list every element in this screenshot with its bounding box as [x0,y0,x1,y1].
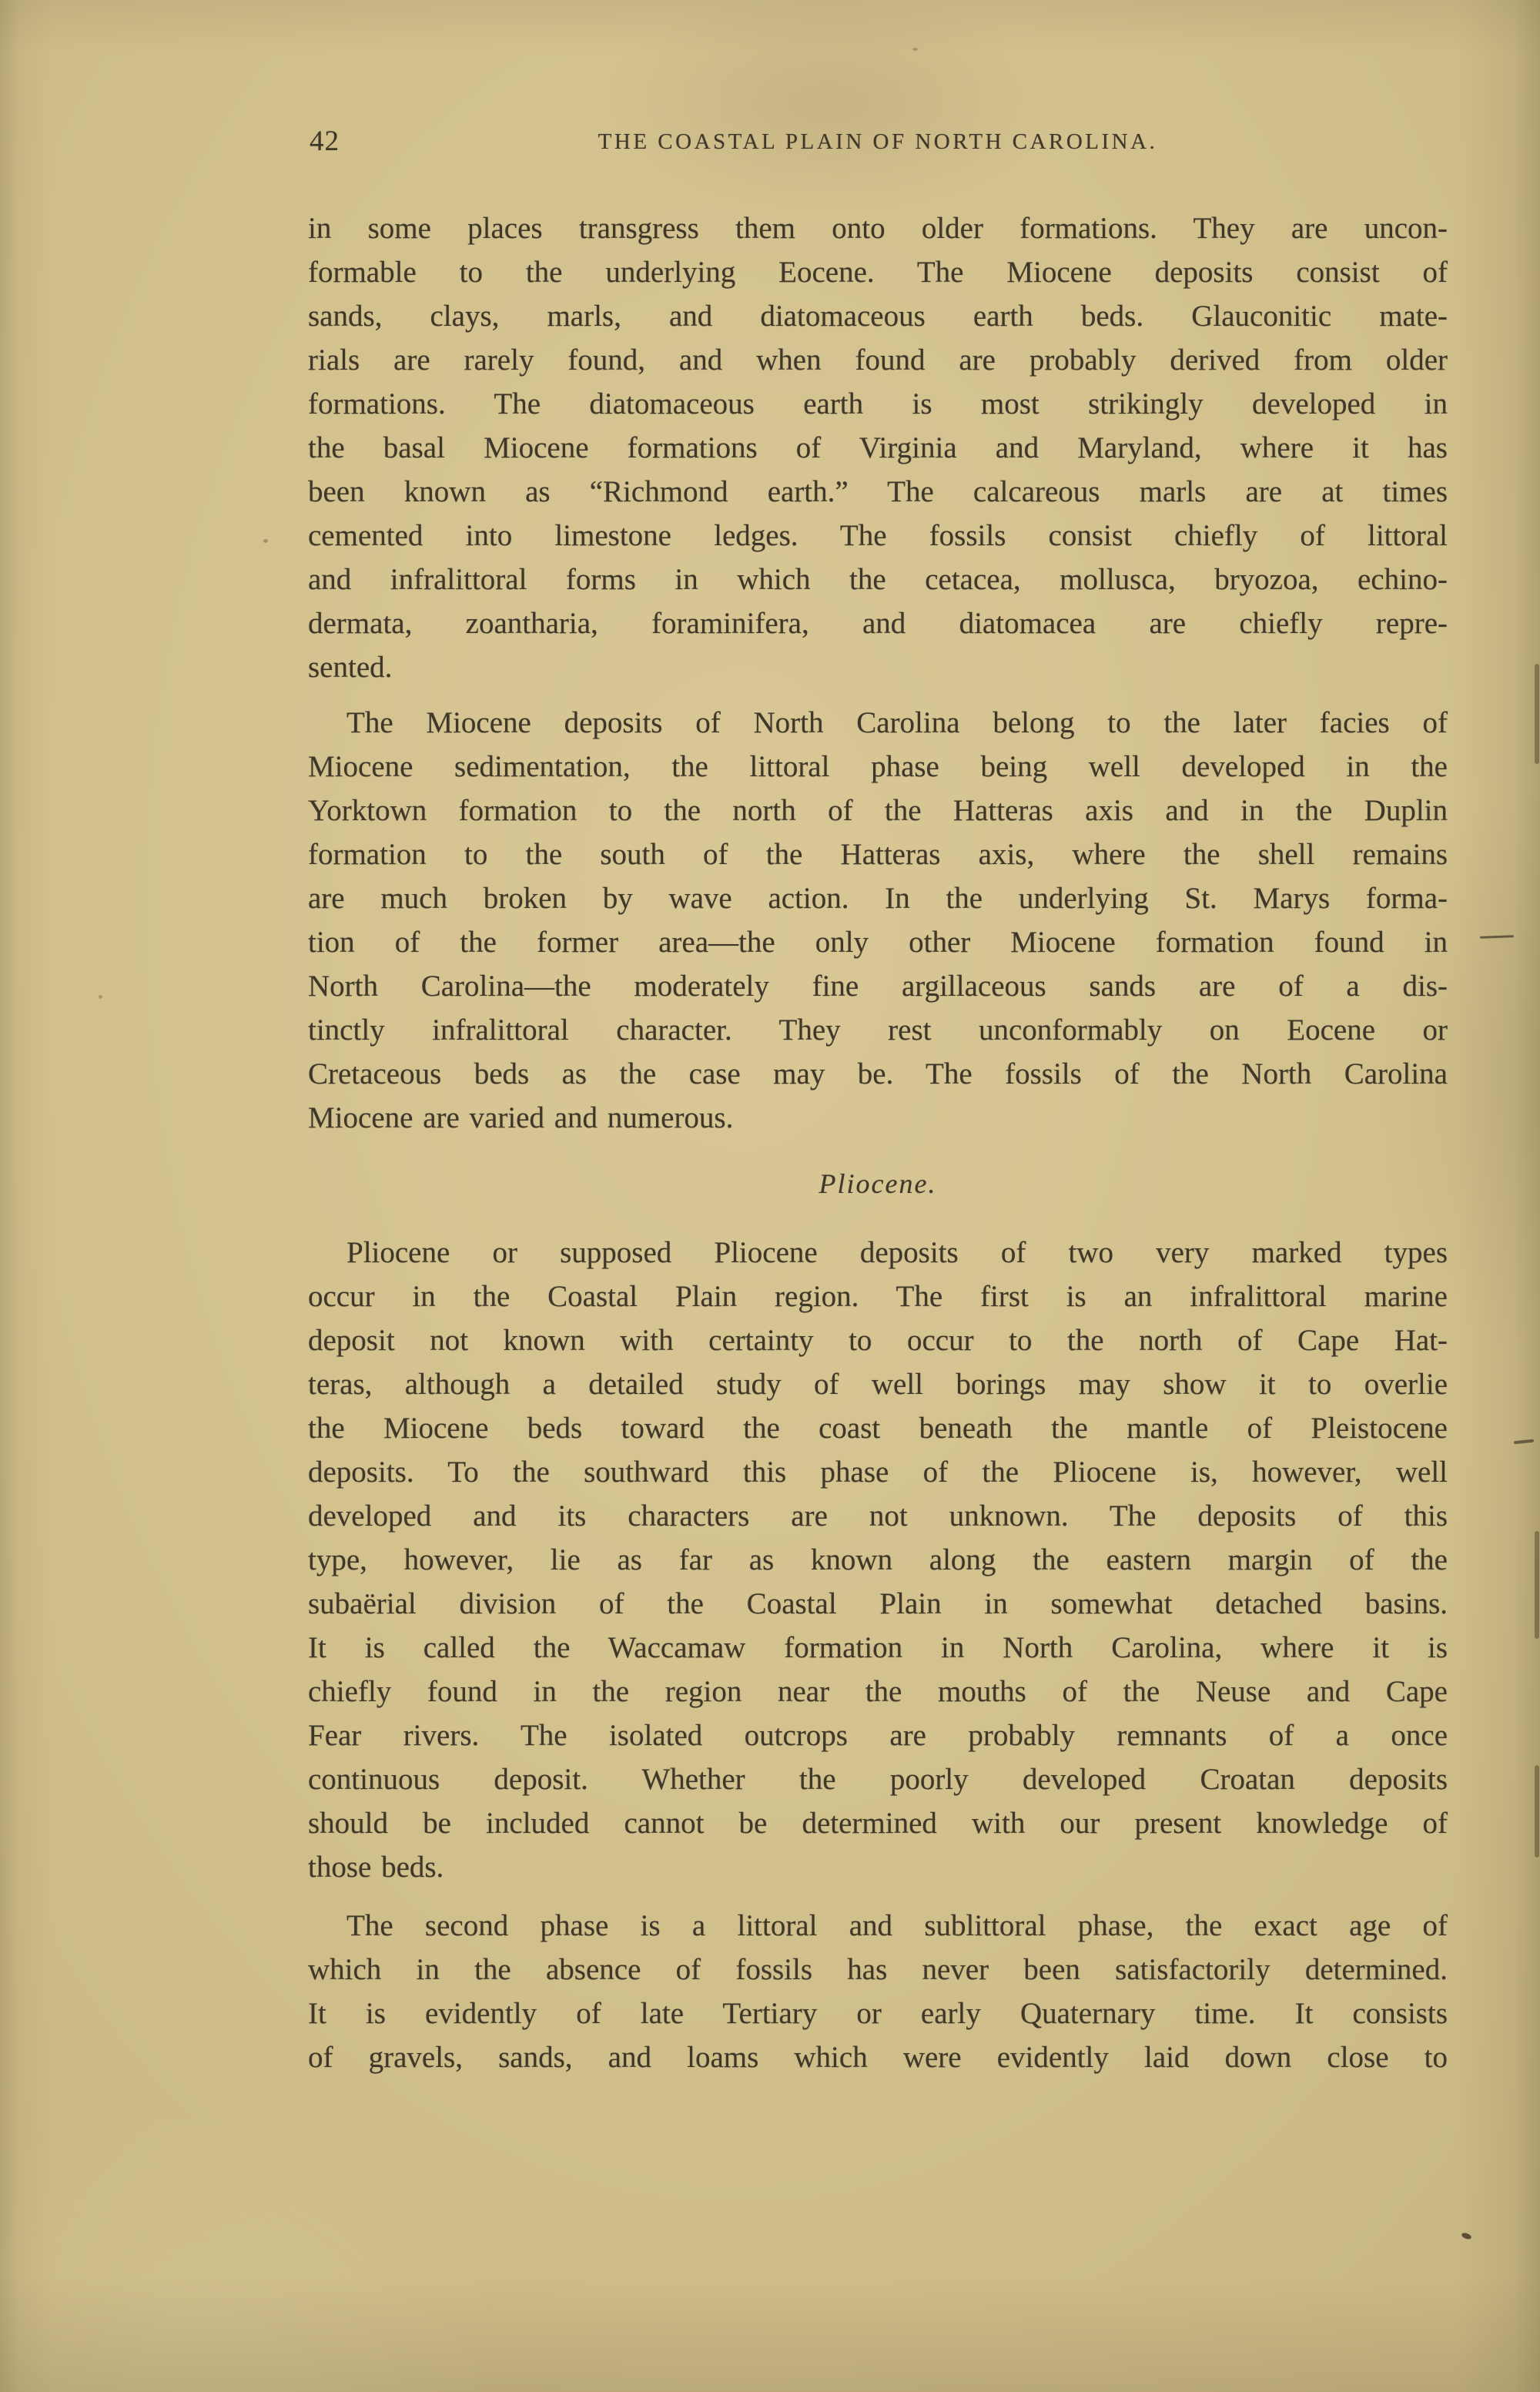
text-line: Fear rivers. The isolated outcrops are probably remnants of a once [308,1719,1448,1752]
page-number: 42 [310,126,340,157]
text-line: Miocene sedimentation, the littoral phase being well developed in the [308,750,1448,783]
text-line: deposit not known with certainty to occur to the north of Cape Hat- [308,1324,1448,1357]
text-line: tion of the former area—the only other Miocene formation found in [308,926,1448,959]
text-line: rials are rarely found, and when found are probably derived from older [308,343,1448,377]
text-line: been known as “Richmond earth.” The calcareous marls are at times [308,475,1448,508]
text-line: North Carolina—the moderately fine argillaceous sands are of a dis- [308,970,1448,1003]
paper-speck [912,48,918,51]
text-line: The Miocene deposits of North Carolina belong to the later facies of [346,706,1448,739]
text-line: teras, although a detailed study of well borings may show it to overlie [308,1368,1448,1401]
text-line: dermata, zoantharia, foraminifera, and diatomacea are chiefly repre- [308,607,1448,640]
text-line: sands, clays, marls, and diatomaceous earth beds. Glauconitic mate- [308,300,1448,333]
text-line: Cretaceous beds as the case may be. The fossils of the North Carolina [308,1057,1448,1090]
text-line: those beds. [308,1851,444,1884]
text-line: formable to the underlying Eocene. The Miocene deposits consist of [308,256,1448,289]
text-line: of gravels, sands, and loams which were evidently laid down close to [308,2041,1448,2074]
text-line: the Miocene beds toward the coast beneath the mantle of Pleistocene [308,1412,1448,1445]
text-line: deposits. To the southward this phase of the Pliocene is, however, well [308,1456,1448,1489]
text-line: which in the absence of fossils has never been satisfactorily determined. [308,1953,1448,1986]
paragraph-pliocene-first-phase [308,1231,1448,1889]
text-line: chiefly found in the region near the mouths of the Neuse and Cape [308,1675,1448,1708]
margin-ink-dot [1461,2232,1472,2240]
text-line: Miocene are varied and numerous. [308,1101,734,1134]
text-line: tinctly infralittoral character. They rest unconformably on Eocene or [308,1013,1448,1047]
margin-ink-dash [1480,935,1514,939]
text-line: cemented into limestone ledges. The fossils consist chiefly of littoral [308,519,1448,552]
page-edge-shadow [1535,1765,1539,1858]
text-line: the basal Miocene formations of Virginia and Maryland, where it has [308,431,1448,464]
paragraph-miocene-north-carolina [308,701,1448,1140]
text-line: subaërial division of the Coastal Plain in somewhat detached basins. [308,1587,1448,1620]
text-line: occur in the Coastal Plain region. The first is an infralittoral marine [308,1280,1448,1313]
section-heading-pliocene: Pliocene. [819,1168,937,1199]
paper-speck [99,995,102,999]
page-edge-shadow [1535,664,1539,764]
paragraph-pliocene-second-phase [308,1904,1448,2079]
text-line: formation to the south of the Hatteras axis, where the shell remains [308,838,1448,871]
text-line: in some places transgress them onto older formations. They are uncon- [308,212,1448,245]
text-line: developed and its characters are not unknown. The deposits of this [308,1499,1448,1533]
paper-speck [263,539,268,543]
text-line: sented. [308,651,393,684]
text-line: type, however, lie as far as known along the eastern margin of the [308,1543,1448,1576]
page-edge-shadow [1535,1531,1539,1639]
text-line: formations. The diatomaceous earth is most strikingly developed in [308,387,1448,420]
text-line: continuous deposit. Whether the poorly developed Croatan deposits [308,1763,1448,1796]
text-line: should be included cannot be determined with our present knowledge of [308,1807,1448,1840]
text-line: Yorktown formation to the north of the Hatteras axis and in the Duplin [308,794,1448,827]
text-line: It is called the Waccamaw formation in North Carolina, where it is [308,1631,1448,1664]
text-line: It is evidently of late Tertiary or early Quaternary time. It consists [308,1997,1448,2030]
paragraph-miocene-continuation [308,206,1448,689]
running-header-title: THE COASTAL PLAIN OF NORTH CAROLINA. [598,129,1158,154]
text-line: and infralittoral forms in which the cetacea, mollusca, bryozoa, echino- [308,563,1448,596]
text-line: Pliocene or supposed Pliocene deposits of two very marked types [346,1236,1448,1269]
margin-ink-dash [1514,1439,1534,1445]
text-line: The second phase is a littoral and sublittoral phase, the exact age of [346,1909,1448,1942]
text-line: are much broken by wave action. In the underlying St. Marys forma- [308,882,1448,915]
